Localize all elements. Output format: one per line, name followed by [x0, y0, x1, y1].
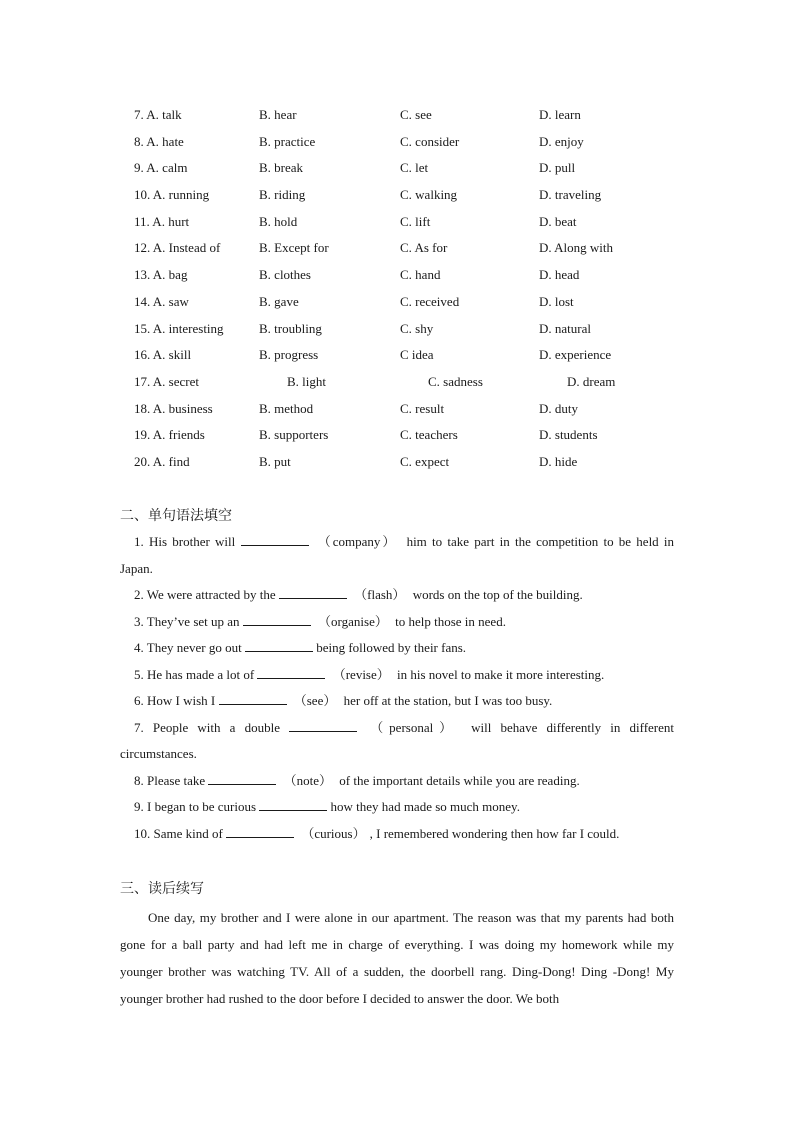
mc-option-b: B. hold: [259, 213, 298, 229]
word-hint: （flash）: [354, 587, 406, 602]
mc-option-b: B. riding: [259, 187, 306, 203]
passage-paragraph: One day, my brother and I were alone in our apartment. The reason was that my parents had both gone for a ball party and had left me in charge of everything. I was doing my homework while my younger brother was watching TV. All of a sudden, the doorbell rang. Ding-Dong! Ding -Dong! My younger brother had rushed to the door before I decided to answer the door. We both: [120, 910, 674, 1006]
mc-option-b: B. put: [259, 453, 291, 469]
question-text: 8. Please take: [134, 772, 206, 788]
mc-question-option-a: 8. A. hate: [134, 133, 184, 149]
word-hint: （revise）: [332, 666, 390, 682]
word-hint: （company）: [317, 534, 398, 549]
mc-question-option-a: 19. A. friends: [134, 427, 205, 443]
question-text: how they had made so much money.: [330, 799, 520, 814]
mc-option-c: C. sadness: [428, 373, 483, 389]
question-text: of the important details while you are reading.: [339, 772, 580, 788]
mc-row: [0, 400, 794, 427]
mc-option-b: B. troubling: [259, 320, 322, 336]
mc-option-d: D. hide: [539, 453, 578, 469]
mc-question-option-a: 7. A. talk: [134, 107, 182, 122]
word-hint: （organise）: [318, 613, 388, 629]
mc-row: [0, 106, 794, 133]
mc-row: [0, 239, 794, 266]
mc-option-c: C. walking: [400, 187, 458, 203]
question-text: in his novel to make it more interesting.: [397, 666, 605, 682]
mc-option-d: D. head: [539, 267, 580, 283]
word-hint: （personal）: [370, 719, 458, 735]
question-text: 10. Same kind of: [134, 825, 223, 841]
question-text: 5. He has made a lot of: [134, 666, 255, 682]
mc-question-option-a: 20. A. find: [134, 453, 190, 469]
mc-option-b: B. practice: [259, 133, 316, 149]
multiple-choice-options: [0, 106, 794, 480]
mc-row: [0, 266, 794, 293]
mc-option-b: B. break: [259, 160, 304, 176]
mc-option-d: D. lost: [539, 293, 574, 309]
mc-option-b: B. gave: [259, 293, 299, 309]
mc-option-c: C. consider: [400, 133, 460, 149]
mc-question-option-a: 12. A. Instead of: [134, 240, 221, 256]
question-text: will behave differently in different: [471, 719, 675, 735]
mc-option-d: D. students: [539, 427, 598, 443]
grammar-question: [120, 662, 674, 689]
mc-option-c: C. lift: [400, 213, 431, 229]
question-text: being followed by their fans.: [316, 640, 467, 655]
mc-option-b: B. hear: [259, 107, 297, 122]
grammar-question: [120, 582, 674, 609]
answer-blank[interactable]: [243, 612, 311, 626]
mc-option-b: B. progress: [259, 347, 319, 363]
mc-option-c: C. result: [400, 400, 445, 416]
mc-option-c: C. see: [400, 107, 432, 122]
question-text: 1. His brother will: [134, 534, 236, 549]
answer-blank[interactable]: [289, 718, 357, 732]
mc-option-c: C. let: [400, 160, 429, 176]
mc-option-c: C. received: [400, 293, 460, 309]
answer-blank[interactable]: [208, 771, 276, 785]
mc-option-d: D. duty: [539, 400, 578, 416]
question-text: 6. How I wish I: [134, 693, 216, 708]
question-text: 9. I began to be curious: [134, 799, 257, 814]
answer-blank[interactable]: [279, 585, 347, 599]
mc-row: [0, 186, 794, 213]
question-text: 3. They’ve set up an: [134, 613, 240, 629]
mc-option-d: D. pull: [539, 160, 576, 176]
answer-blank[interactable]: [259, 797, 327, 811]
mc-option-d: D. dream: [567, 373, 616, 389]
mc-question-option-a: 14. A. saw: [134, 293, 189, 309]
mc-row: [0, 346, 794, 373]
grammar-question: [120, 794, 674, 821]
word-hint: （curious）: [301, 825, 366, 841]
mc-question-option-a: 11. A. hurt: [134, 213, 190, 229]
mc-row: [0, 133, 794, 160]
mc-row: [0, 159, 794, 186]
word-hint: （note）: [283, 772, 333, 788]
question-text: 7. People with a double: [134, 719, 280, 735]
mc-option-c: C. expect: [400, 453, 450, 469]
mc-row: [0, 373, 794, 400]
mc-option-b: B. method: [259, 400, 314, 416]
mc-option-d: D. traveling: [539, 187, 602, 203]
mc-option-d: D. learn: [539, 107, 581, 122]
mc-option-c: C. teachers: [400, 427, 458, 443]
answer-blank[interactable]: [226, 824, 294, 838]
mc-row: [0, 213, 794, 240]
mc-option-d: D. Along with: [539, 240, 614, 256]
mc-option-d: D. experience: [539, 347, 612, 363]
mc-row: [0, 426, 794, 453]
mc-option-b: B. Except for: [259, 240, 329, 256]
mc-question-option-a: 13. A. bag: [134, 267, 188, 283]
grammar-question: [120, 529, 674, 556]
mc-question-option-a: 9. A. calm: [134, 160, 188, 176]
mc-question-option-a: 17. A. secret: [134, 373, 199, 389]
mc-question-option-a: 18. A. business: [134, 400, 213, 416]
mc-option-c: C. As for: [400, 240, 448, 256]
question-text: circumstances.: [120, 746, 197, 761]
mc-question-option-a: 16. A. skill: [134, 347, 192, 363]
mc-row: [0, 293, 794, 320]
reading-passage: [120, 904, 674, 1012]
word-hint: （see）: [293, 693, 337, 708]
answer-blank[interactable]: [257, 665, 325, 679]
grammar-fill-in-section: [120, 529, 674, 847]
mc-question-option-a: 15. A. interesting: [134, 320, 224, 336]
question-text: her off at the station, but I was too busy.: [343, 693, 553, 708]
question-text: to help those in need.: [395, 613, 506, 629]
section-heading-grammar: 二、单句语法填空: [120, 508, 232, 524]
grammar-question-continued: [120, 556, 674, 583]
question-text: him to take part in the competition to be held in: [406, 534, 675, 549]
question-text: words on the top of the building.: [412, 587, 583, 602]
mc-question-option-a: 10. A. running: [134, 187, 210, 203]
answer-blank[interactable]: [219, 691, 287, 705]
grammar-question: [120, 768, 674, 795]
grammar-question: [120, 635, 674, 662]
mc-option-d: D. beat: [539, 213, 577, 229]
grammar-question: [120, 821, 674, 848]
mc-option-d: D. natural: [539, 320, 591, 336]
question-text: Japan.: [120, 560, 153, 576]
question-text: , I remembered wondering then how far I could.: [369, 825, 620, 841]
mc-option-c: C. hand: [400, 267, 441, 283]
question-text: 4. They never go out: [134, 640, 242, 655]
section-heading-continuation-writing: 三、读后续写: [120, 881, 204, 897]
mc-option-b: B. supporters: [259, 427, 329, 443]
question-text: 2. We were attracted by the: [134, 587, 276, 602]
answer-blank[interactable]: [241, 532, 309, 546]
mc-option-b: B. light: [287, 373, 327, 389]
grammar-question-continued: [120, 741, 674, 768]
mc-row: [0, 320, 794, 347]
grammar-question: [120, 609, 674, 636]
grammar-question: [120, 688, 674, 715]
answer-blank[interactable]: [245, 638, 313, 652]
mc-option-d: D. enjoy: [539, 133, 584, 149]
mc-option-c: C. shy: [400, 320, 434, 336]
mc-option-b: B. clothes: [259, 267, 311, 283]
mc-row: [0, 453, 794, 480]
mc-option-c: C idea: [400, 347, 434, 363]
grammar-question: [120, 715, 674, 742]
